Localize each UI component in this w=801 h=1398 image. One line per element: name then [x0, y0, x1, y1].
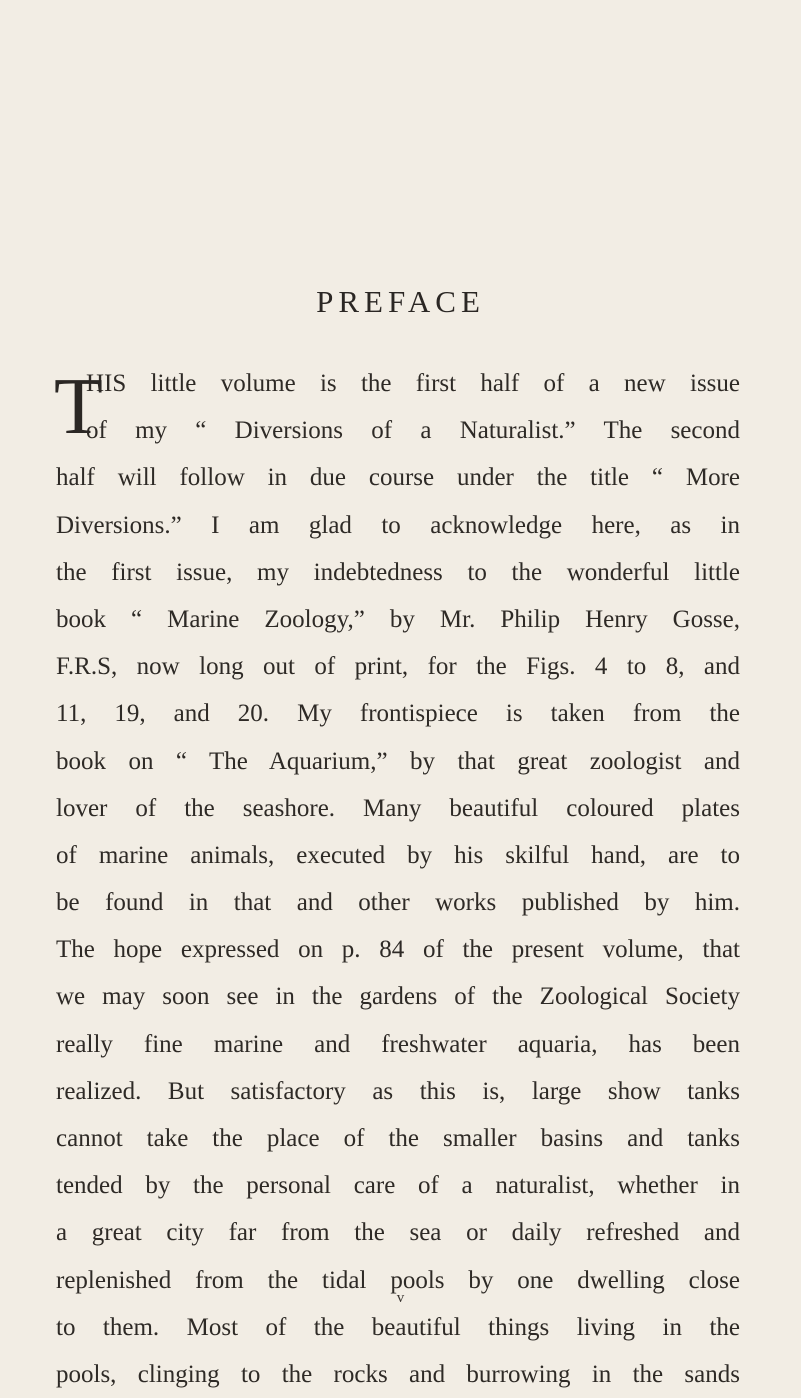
text-line: 11, 19, and 20. My frontispiece is taken from the	[56, 700, 740, 728]
text-line: cannot take the place of the smaller basins and tanks	[56, 1125, 740, 1152]
text-line: of my “ Diversions of a Naturalist.” The second	[86, 417, 740, 445]
preface-paragraph	[56, 360, 740, 1398]
text-line: the first issue, my indebtedness to the wonderful little	[56, 558, 740, 586]
text-line: The hope expressed on p. 84 of the present volume, that	[56, 936, 740, 964]
text-line: HIS little volume is the first half of a new issue	[86, 370, 740, 397]
text-line: be found in that and other works published by him.	[56, 889, 740, 917]
text-line: of marine animals, executed by his skilful hand, are to	[56, 841, 740, 869]
text-line: really fine marine and freshwater aquaria, has been	[56, 1030, 740, 1058]
drop-cap: T	[54, 363, 103, 451]
text-line: lover of the seashore. Many beautiful coloured plates	[56, 794, 740, 822]
page-heading: PREFACE	[316, 284, 485, 319]
text-line: book on “ The Aquarium,” by that great zoologist and	[56, 747, 740, 775]
text-line: book “ Marine Zoology,” by Mr. Philip Henry Gosse,	[56, 605, 740, 633]
text-line: to them. Most of the beautiful things living in the	[56, 1313, 740, 1341]
text-line: pools, clinging to the rocks and burrowing in the sands	[56, 1360, 740, 1388]
text-line: F.R.S, now long out of print, for the Figs. 4 to 8, and	[56, 653, 740, 681]
text-line: we may soon see in the gardens of the Zoological Society	[56, 983, 740, 1011]
text-line: realized. But satisfactory as this is, large show tanks	[56, 1077, 740, 1105]
page-number: v	[396, 1290, 405, 1306]
text-line: tended by the personal care of a naturalist, whether in	[56, 1172, 740, 1200]
text-line: replenished from the tidal pools by one dwelling close	[56, 1266, 740, 1294]
text-line: a great city far from the sea or daily refreshed and	[56, 1219, 740, 1247]
text-line: Diversions.” I am glad to acknowledge here, as in	[56, 511, 740, 539]
text-line: half will follow in due course under the title “ More	[56, 464, 740, 492]
